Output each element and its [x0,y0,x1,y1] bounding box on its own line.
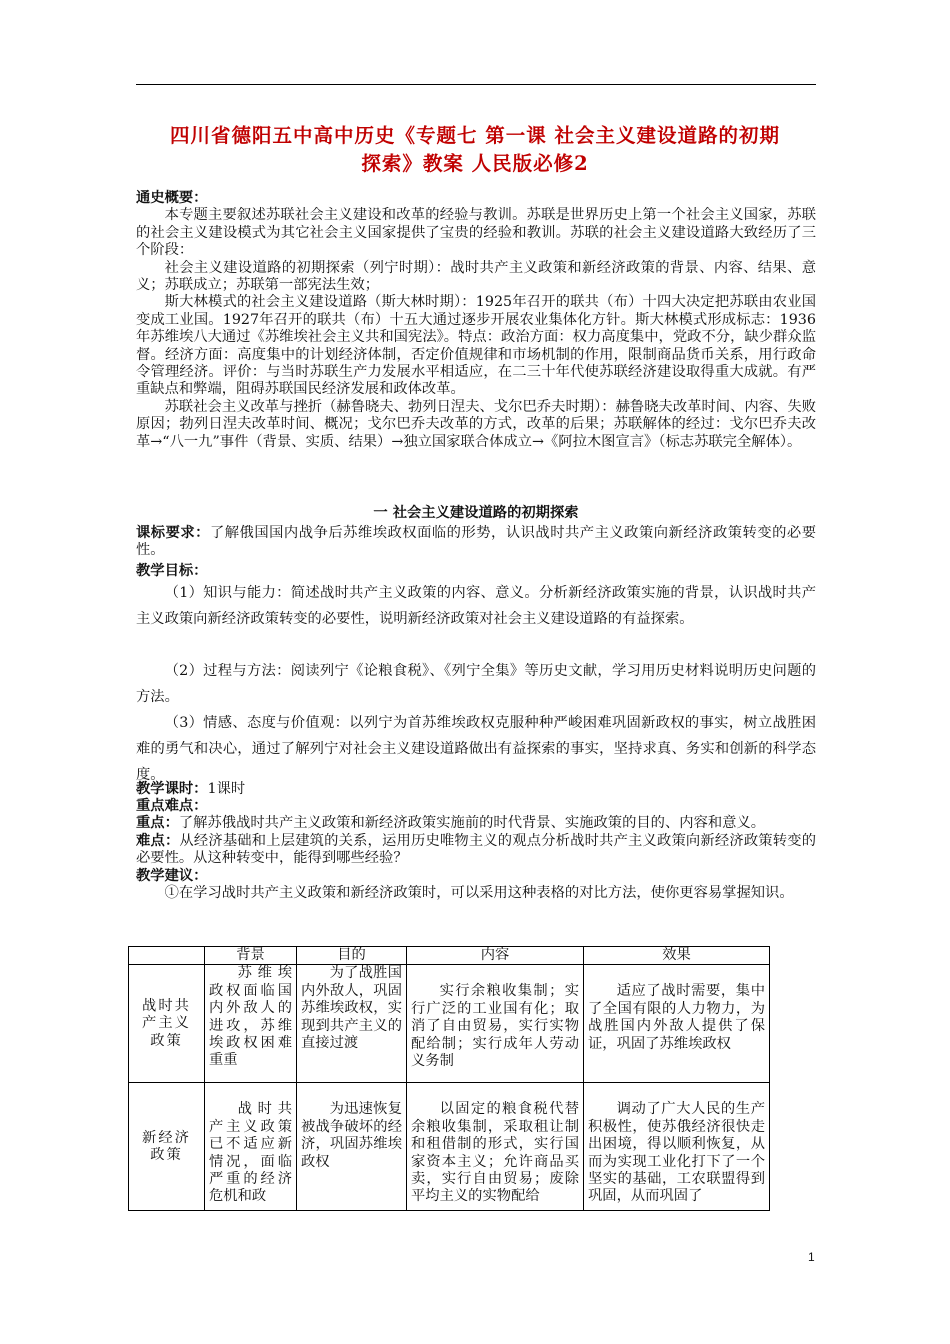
goal-3: （3）情感、态度与价值观：以列宁为首苏维埃政权克服种种严峻困难巩固新政权的事实，树立战胜困难的勇气和决心，通过了解列宁对社会主义建设道路做出有益探索的事实，坚持求真、务实和创新的科学态度。 [136,715,816,783]
overview-section [136,190,816,451]
document-title [130,122,820,178]
header-cell-purpose: 目的 [297,947,407,965]
lesson-hours [136,781,816,798]
background-cell: 战时共产主义政策已不适应新情况，面临严重的经济危机和政 [205,1083,297,1211]
overview-paragraph-3: 斯大林模式的社会主义建设道路（斯大林时期）：1925年召开的联共（布）十四大决定把苏联由农业国变成工业国。1927年召开的联共（布）十五大通过逐步开展农业集体化方针。斯大林模式形成标志：1936年苏维埃八大通过《苏维埃社会主义共和国宪法》。特点：政治方面：权力高度集中，党政不分，缺少群众监督。经济方面：高度集中的计划经济体制，否定价值规律和市场机制的作用，限制商品货币关系，用行政命令管理经济。评价：与当时苏联生产力发展水平相适应，在二三十年代使苏联经济建设取得重大成就。有严重缺点和弊端，阻碍苏联国民经济发展和政体改革。 [136,294,816,398]
keypoints-label: 重点难点： [136,798,208,814]
curriculum-text: 了解俄国国内战争后苏维埃政权面临的形势，认识战时共产主义政策向新经济政策转变的必要性。 [136,525,816,559]
overview-label: 通史概要： [136,190,208,206]
background-cell: 苏维埃政权面临国内外敌人的进攻，苏维埃政权困难重重 [205,965,297,1083]
content-cell: 以固定的粮食税代替余粮收集制，采取租让制和租借制的形式，实行国家资本主义；允许商品买卖，实行自由贸易；废除平均主义的实物配给 [407,1083,584,1211]
overview-paragraph-2: 社会主义建设道路的初期探索（列宁时期）：战时共产主义政策和新经济政策的背景、内容、结果、意义；苏联成立；苏联第一部宪法生效； [136,259,816,294]
advice-text: ①在学习战时共产主义政策和新经济政策时，可以采用这种表格的对比方法，使你更容易掌握知识。 [164,885,794,902]
table-row [129,965,770,1083]
key-point: 重点：了解苏俄战时共产主义政策和新经济政策实施前的时代背景、实施政策的目的、内容和意义。 [136,815,766,832]
content-cell: 实行余粮收集制；实行广泛的工业国有化；取消了自由贸易，实行实物配给制；实行成年人劳动义务制 [407,965,584,1083]
hours-text: 1课时 [207,781,246,797]
goals-label: 教学目标： [136,563,208,579]
overview-paragraph-4: 苏联社会主义改革与挫折（赫鲁晓夫、勃列日涅夫、戈尔巴乔夫时期）：赫鲁晓夫改革时间、内容、失败原因；勃列日涅夫改革时间、概况；戈尔巴乔夫改革的方式，改革的后果；苏联解体的经过：戈尔巴乔夫改革→“八一九”事件（背景、实质、结果）→独立国家联合体成立→《阿拉木图宣言》（标志苏联完全解体）。 [136,398,816,450]
title-line-1: 四川省德阳五中高中历史《专题七 第一课 社会主义建设道路的初期 [169,124,781,147]
hours-label: 教学课时： [136,781,208,797]
header-cell-content: 内容 [407,947,584,965]
difficult-point: 难点：从经济基础和上层建筑的关系，运用历史唯物主义的观点分析战时共产主义政策向新经济政策转变的必要性。从这种转变中，能得到哪些经验？ [136,832,817,867]
title-line-2: 探索》教案 人民版必修2 [361,152,589,175]
goal-2: （2）过程与方法：阅读列宁《论粮食税》、《列宁全集》等历史文献，学习用历史材料说明历史问题的方法。 [136,663,816,705]
header-cell-background: 背景 [205,947,297,965]
page-number: 1 [808,1250,815,1264]
curriculum-requirement [136,525,816,560]
effect-cell: 调动了广大人民的生产积极性，使苏俄经济很快走出困境，得以顺利恢复，从而为实现工业化打下了一个坚实的基础，工农联盟得到巩固，从而巩固了 [584,1083,770,1211]
keypoints-section [136,798,816,902]
curriculum-label: 课标要求： [136,525,210,541]
header-cell-effect: 效果 [584,947,770,965]
purpose-cell: 为了战胜国内外敌人，巩固苏维埃政权，实现到共产主义的直接过渡 [297,965,407,1083]
purpose-cell: 为迅速恢复被战争破坏的经济，巩固苏维埃政权 [297,1083,407,1211]
header-cell-empty [129,947,205,965]
row-name-cell: 新经济政策 [129,1083,205,1211]
header-rule [136,84,816,85]
table-row [129,1083,770,1211]
effect-cell: 适应了战时需要，集中了全国有限的人力物力，为战胜国内外敌人提供了保证，巩固了苏维埃政权 [584,965,770,1083]
row-name-cell: 战时共产主义政策 [129,965,205,1083]
section-title: 一 社会主义建设道路的初期探索 [373,505,579,521]
table-header-row [129,947,770,965]
policy-comparison-table [128,946,770,1211]
advice-label: 教学建议： [136,867,208,884]
overview-paragraph-1: 本专题主要叙述苏联社会主义建设和改革的经验与教训。苏联是世界历史上第一个社会主义国家，苏联的社会主义建设模式为其它社会主义国家提供了宝贵的经验和教训。苏联的社会主义建设道路大致经历了三个阶段： [136,207,816,259]
goal-1: （1）知识与能力：简述战时共产主义政策的内容、意义。分析新经济政策实施的背景，认识战时共产主义政策向新经济政策转变的必要性，说明新经济政策对社会主义建设道路的有益探索。 [136,585,816,627]
